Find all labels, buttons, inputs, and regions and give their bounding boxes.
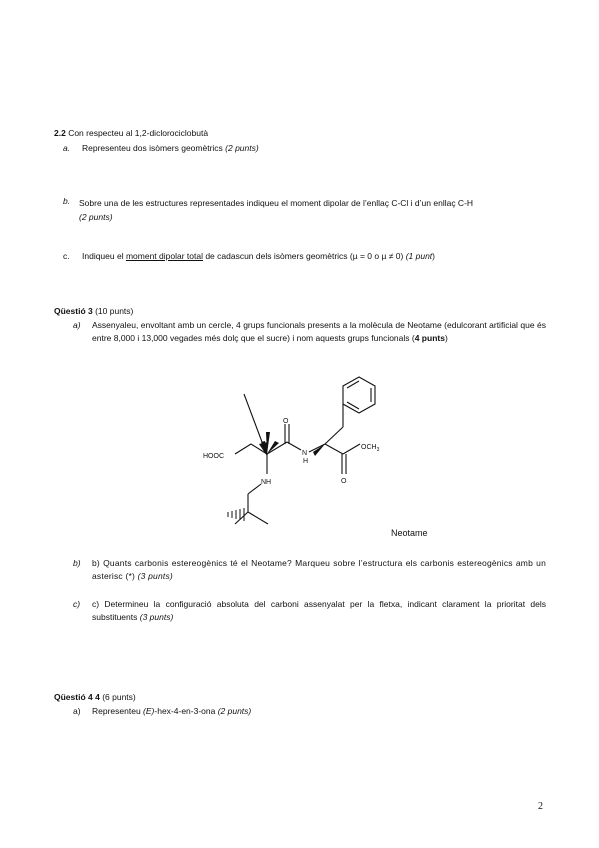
q22-b-block: [79, 196, 549, 224]
q22-c-points: (1 punt: [405, 251, 433, 261]
q4-points: (6 punts): [99, 692, 136, 702]
q22-a-text-line: [82, 143, 259, 153]
q22-number: 2.2: [54, 128, 66, 138]
q22-a-text: Representeu dos isòmers geomètrics: [82, 143, 226, 153]
q3-title: Qüestió 3: [54, 306, 93, 316]
q22-c-close: ): [432, 251, 436, 261]
q22-heading: [54, 128, 208, 138]
label-n-amide: N: [302, 450, 308, 457]
q4-heading: [54, 692, 136, 702]
label-nh-low: NH: [261, 479, 272, 486]
label-neotame: Neotame: [391, 528, 428, 538]
q4-a-letter: a): [73, 706, 81, 716]
label-och3: $OCH_3$: [361, 444, 380, 453]
label-h-amide: H: [303, 458, 309, 465]
q3-b-text: b) Quants carbonis estereogènics té el Neotame? Marqueu sobre l’estructura els carbonis estereogènics amb un asterisc (*): [92, 558, 546, 581]
q4-a-line: [92, 706, 251, 716]
label-o-amide: O: [283, 418, 289, 425]
neotame-structure: [195, 372, 445, 542]
q3-a-points: 4 punts: [414, 332, 445, 343]
q3-c-text: c) Determineu la configuració absoluta del carboni assenyalat per la fletxa, indicant clarament la prioritat dels substituents: [92, 599, 546, 622]
q22-a-points: (2 punts): [225, 143, 259, 153]
q22-c-letter: c.: [63, 251, 70, 261]
q3-b-block: [92, 557, 546, 582]
q4-a-name: -hex-4-en-3-ona: [154, 706, 218, 716]
q22-c-line: [82, 251, 435, 261]
q22-c-pre: Indiqueu el: [82, 251, 126, 261]
page-number: 2: [538, 801, 543, 812]
q22-b-letter: b.: [63, 196, 71, 206]
q3-points: (10 punts): [92, 306, 134, 316]
q22-c-underlined: moment dipolar total: [125, 251, 203, 261]
q3-b-points: (3 punts): [137, 570, 173, 581]
q4-a-points: (2 punts): [217, 706, 252, 716]
stereo-arrow: [244, 394, 265, 450]
q3-a-block: [92, 319, 546, 344]
q3-a-letter: a): [73, 320, 81, 330]
q22-c-post: de cadascun dels isòmers geomètrics (µ = 0 o µ ≠ 0): [202, 251, 406, 261]
q3-a-text: Assenyaleu, envoltant amb un cercle, 4 grups funcionals presents a la molècula de Neotame (edulcorant artificial que és entre 8,000 i 13,000 vegades més dolç que el sucre) i nom aquests grups funcionals (: [92, 320, 546, 343]
q4-title: Qüestió 4 4: [54, 692, 100, 702]
q3-heading: [54, 306, 133, 316]
q4-a-e: (E): [143, 706, 155, 716]
q22-b-points: (2 punts): [79, 212, 113, 222]
label-o-ester: O: [341, 478, 347, 485]
label-hooc: HOOC: [203, 453, 224, 460]
q4-a-pre: Representeu: [92, 706, 144, 716]
q22-a-line: [63, 143, 70, 153]
benzene-ring: [343, 377, 375, 413]
q3-c-letter: c): [73, 599, 81, 609]
q3-c-block: [92, 598, 546, 623]
q22-a-letter: a.: [63, 143, 71, 153]
q22-title: Con respecteu al 1,2-diclorociclobutà: [65, 128, 209, 138]
q3-a-close: ): [444, 332, 448, 343]
q3-c-points: (3 punts): [139, 611, 174, 622]
q22-b-text: Sobre una de les estructures representades indiqueu el moment dipolar de l’enllaç C-Cl i d’un enllaç C-H: [79, 198, 474, 208]
q3-b-letter: b): [73, 558, 81, 568]
